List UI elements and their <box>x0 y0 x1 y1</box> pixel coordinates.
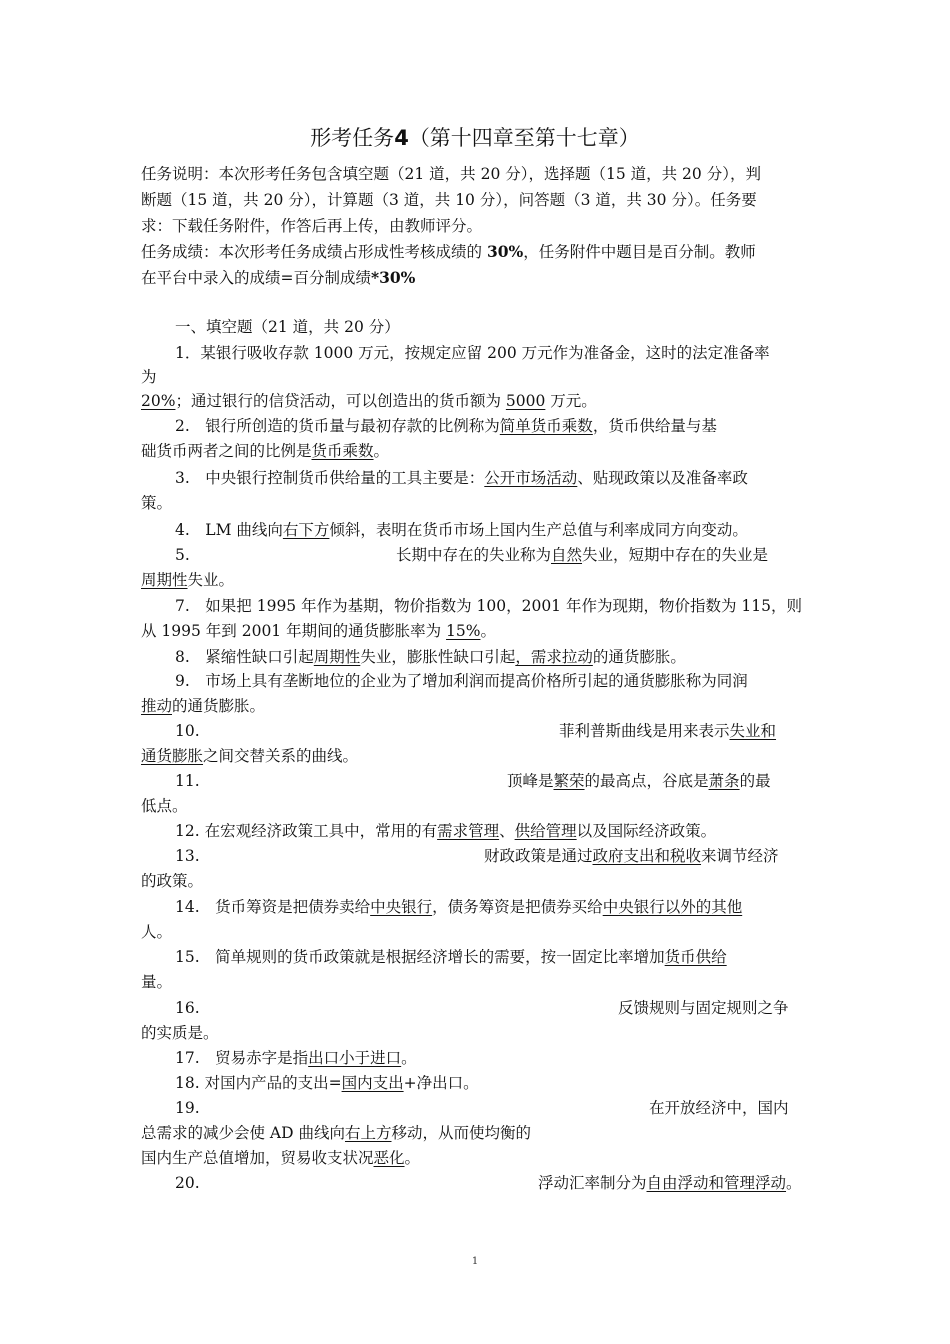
q11-line-2: 低点。 <box>141 797 188 815</box>
q7-line-1: 7. 如果把 1995 年作为基期，物价指数为 100，2001 年作为现期，物价指数为 115，则 <box>175 597 802 615</box>
q13-line-1: 财政政策是通过政府支出和税收来调节经济 <box>484 847 779 865</box>
q12-line-1: 12. 在宏观经济政策工具中，常用的有需求管理、供给管理以及国际经济政策。 <box>175 822 717 840</box>
page-number: 1 <box>471 1256 479 1267</box>
q7-line-2: 从 1995 年到 2001 年期间的通货膨胀率为 15%。 <box>141 622 496 640</box>
q13-line-2: 的政策。 <box>141 872 204 890</box>
q16-line-1: 反馈规则与固定规则之争 <box>618 999 789 1017</box>
q9-line-2: 推动的通货膨胀。 <box>141 697 266 715</box>
q10-line-2: 通货膨胀之间交替关系的曲线。 <box>141 747 359 765</box>
intro-line-3: 求：下载任务附件，作答后再上传，由教师评分。 <box>141 217 483 235</box>
q16-number: 16. <box>175 999 200 1017</box>
q5-line-1: 长期中存在的失业称为自然失业，短期中存在的失业是 <box>396 546 769 564</box>
q9-line-1: 9. 市场上具有垄断地位的企业为了增加利润而提高价格所引起的通货膨胀称为同润 <box>175 672 748 690</box>
section-heading: 一、填空题（21 道，共 20 分） <box>175 318 400 336</box>
q2-line-1: 2. 银行所创造的货币量与最初存款的比例称为简单货币乘数，货币供给量与基 <box>175 417 717 435</box>
q16-line-2: 的实质是。 <box>141 1024 219 1042</box>
q2-line-2: 础货币两者之间的比例是货币乘数。 <box>141 442 390 460</box>
q5-number: 5. <box>175 546 190 564</box>
q10-number: 10. <box>175 722 200 740</box>
q8-line-1: 8. 紧缩性缺口引起周期性失业，膨胀性缺口引起，需求拉动的通货膨胀。 <box>175 648 686 666</box>
q3-line-2: 策。 <box>141 494 173 512</box>
q10-line-1: 菲利普斯曲线是用来表示失业和 <box>559 722 777 740</box>
q11-line-1: 顶峰是繁荣的最高点，谷底是萧条的最 <box>507 772 771 790</box>
q3-line-1: 3. 中央银行控制货币供给量的工具主要是：公开市场活动、贴现政策以及准备率政 <box>175 469 748 487</box>
q19-line-1: 在开放经济中，国内 <box>649 1099 789 1117</box>
q4-line-1: 4. LM 曲线向右下方倾斜，表明在货币市场上国内生产总值与利率成同方向变动。 <box>175 521 748 539</box>
intro-line-2: 断题（15 道，共 20 分），计算题（3 道，共 10 分），问答题（3 道，共 30 分）。任务要 <box>141 191 757 209</box>
q19-number: 19. <box>175 1099 200 1117</box>
q20-line-1: 浮动汇率制分为自由浮动和管理浮动。 <box>538 1174 802 1192</box>
q1-line-3: 20%；通过银行的信贷活动，可以创造出的货币额为 5000 万元。 <box>141 392 597 410</box>
q5-line-2: 周期性失业。 <box>141 571 235 589</box>
q13-number: 13. <box>175 847 200 865</box>
q17-line-1: 17. 贸易赤字是指出口小于进口。 <box>175 1049 417 1067</box>
intro-line-4: 任务成绩：本次形考任务成绩占形成性考核成绩的 30%，任务附件中题目是百分制。教师 <box>141 242 756 261</box>
q1-line-1: 1．某银行吸收存款 1000 万元，按规定应留 200 万元作为准备金，这时的法定准备率 <box>175 344 770 362</box>
intro-line-5: 在平台中录入的成绩=百分制成绩*30% <box>141 268 416 287</box>
q14-line-2: 人。 <box>141 923 173 941</box>
q19-line-3: 国内生产总值增加，贸易收支状况恶化。 <box>141 1149 421 1167</box>
document-title: 形考任务4（第十四章至第十七章） <box>310 126 640 150</box>
q20-number: 20. <box>175 1174 200 1192</box>
q1-line-2: 为 <box>141 368 157 386</box>
q18-line-1: 18. 对国内产品的支出=国内支出+净出口。 <box>175 1074 479 1092</box>
q14-line-1: 14. 货币筹资是把债券卖给中央银行，债务筹资是把债券买给中央银行以外的其他 <box>175 898 743 916</box>
q15-line-2: 量。 <box>141 973 173 991</box>
q19-line-2: 总需求的减少会使 AD 曲线向右上方移动，从而使均衡的 <box>141 1124 532 1142</box>
intro-line-1: 任务说明：本次形考任务包含填空题（21 道，共 20 分），选择题（15 道，共 20 分），判 <box>141 165 761 183</box>
q11-number: 11. <box>175 772 200 790</box>
q15-line-1: 15. 简单规则的货币政策就是根据经济增长的需要，按一固定比率增加货币供给 <box>175 948 727 966</box>
